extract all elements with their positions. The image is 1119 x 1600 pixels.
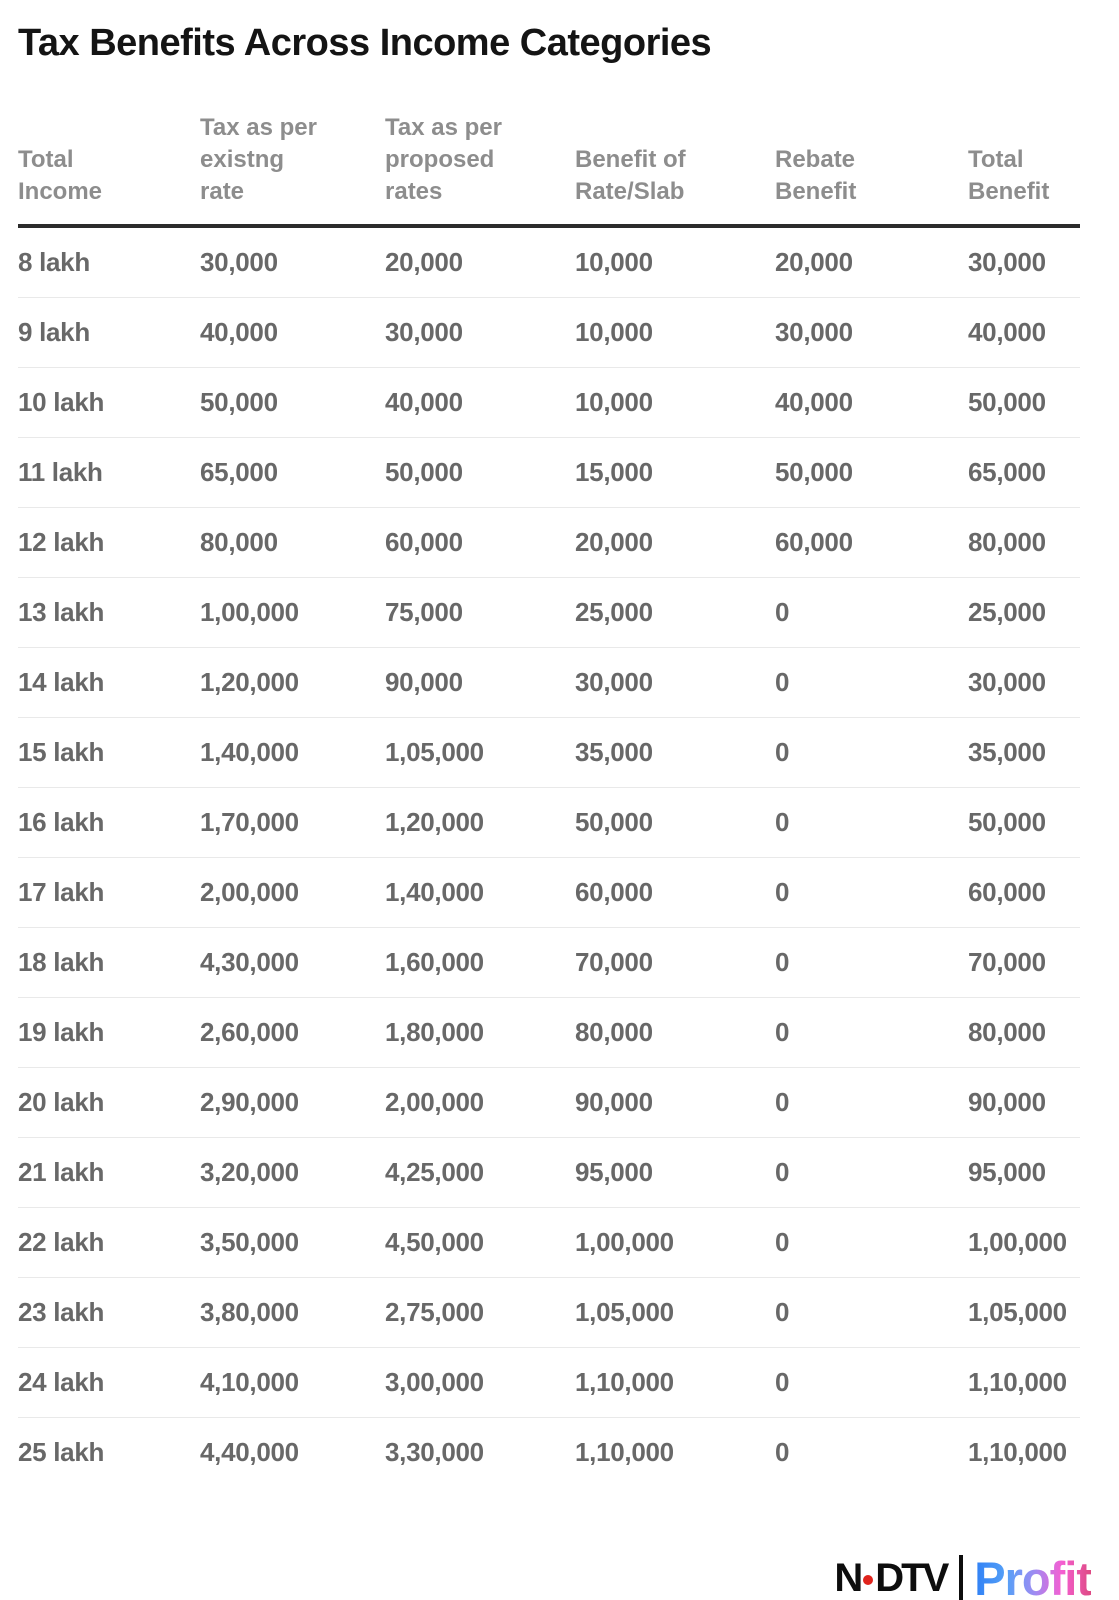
cell-income: 14 lakh	[18, 666, 105, 697]
cell-value: 20,000	[575, 526, 653, 557]
cell-value: 2,00,000	[200, 876, 299, 907]
cell-value: 4,40,000	[200, 1436, 299, 1467]
table-header-row	[18, 66, 1080, 228]
page-title: Tax Benefits Across Income Categories	[18, 22, 712, 64]
cell-value: 4,10,000	[200, 1366, 299, 1397]
cell-value: 90,000	[968, 1086, 1046, 1117]
cell-value: 0	[775, 736, 790, 767]
cell-value: 20,000	[385, 246, 463, 277]
cell-value: 65,000	[968, 456, 1046, 487]
column-header	[18, 144, 200, 209]
cell-value: 0	[775, 806, 790, 837]
cell-value: 40,000	[200, 316, 278, 347]
cell-value: 0	[775, 1156, 790, 1187]
table-row	[18, 858, 1080, 928]
table-row	[18, 508, 1080, 578]
cell-value: 20,000	[775, 246, 853, 277]
table-row	[18, 1348, 1080, 1418]
cell-value: 80,000	[200, 526, 278, 557]
column-header-label: Total Benefit	[968, 145, 1050, 206]
column-header	[200, 112, 385, 209]
cell-value: 50,000	[385, 456, 463, 487]
cell-value: 1,40,000	[200, 736, 299, 767]
cell-income: 8 lakh	[18, 246, 90, 277]
column-header-label: Tax as per existng rate	[200, 113, 317, 206]
cell-value: 1,20,000	[200, 666, 299, 697]
column-header	[954, 144, 1080, 209]
ndtv-profit-logo	[0, 1551, 1091, 1600]
cell-value: 25,000	[575, 596, 653, 627]
cell-value: 2,00,000	[385, 1086, 484, 1117]
ndtv-letters-dtv: DTV	[875, 1555, 947, 1600]
column-header-label: Rebate Benefit	[775, 145, 857, 206]
ndtv-wordmark	[834, 1556, 946, 1600]
cell-value: 2,90,000	[200, 1086, 299, 1117]
cell-value: 2,60,000	[200, 1016, 299, 1047]
cell-value: 1,00,000	[575, 1226, 674, 1257]
cell-value: 0	[775, 666, 790, 697]
table-row	[18, 578, 1080, 648]
cell-value: 15,000	[575, 456, 653, 487]
cell-income: 12 lakh	[18, 526, 105, 557]
cell-income: 15 lakh	[18, 736, 105, 767]
cell-income: 22 lakh	[18, 1226, 105, 1257]
cell-income: 19 lakh	[18, 1016, 105, 1047]
income-tax-table	[18, 66, 1080, 1487]
column-header	[385, 112, 575, 209]
cell-income: 20 lakh	[18, 1086, 105, 1117]
table-row	[18, 648, 1080, 718]
table-row	[18, 1278, 1080, 1348]
cell-value: 0	[775, 1366, 790, 1397]
cell-value: 1,80,000	[385, 1016, 484, 1047]
cell-income: 11 lakh	[18, 456, 103, 487]
table-row	[18, 1208, 1080, 1278]
cell-income: 10 lakh	[18, 386, 105, 417]
cell-value: 1,05,000	[575, 1296, 674, 1327]
cell-value: 1,05,000	[968, 1296, 1067, 1327]
table-row	[18, 718, 1080, 788]
cell-value: 30,000	[200, 246, 278, 277]
cell-value: 60,000	[968, 876, 1046, 907]
cell-value: 0	[775, 1436, 790, 1467]
table-row	[18, 1418, 1080, 1487]
table-body	[18, 228, 1080, 1487]
cell-value: 1,10,000	[968, 1436, 1067, 1467]
cell-value: 25,000	[968, 596, 1046, 627]
cell-value: 1,40,000	[385, 876, 484, 907]
cell-value: 30,000	[385, 316, 463, 347]
cell-value: 80,000	[968, 526, 1046, 557]
cell-income: 9 lakh	[18, 316, 90, 347]
cell-value: 10,000	[575, 246, 653, 277]
cell-value: 50,000	[575, 806, 653, 837]
cell-value: 35,000	[575, 736, 653, 767]
ndtv-red-dot-icon	[863, 1575, 873, 1585]
cell-value: 50,000	[200, 386, 278, 417]
cell-value: 90,000	[385, 666, 463, 697]
cell-value: 70,000	[575, 946, 653, 977]
cell-value: 1,05,000	[385, 736, 484, 767]
cell-value: 0	[775, 946, 790, 977]
table-row	[18, 438, 1080, 508]
cell-value: 65,000	[200, 456, 278, 487]
table-row	[18, 368, 1080, 438]
table-row	[18, 1068, 1080, 1138]
cell-value: 1,70,000	[200, 806, 299, 837]
cell-value: 3,00,000	[385, 1366, 484, 1397]
cell-value: 0	[775, 1016, 790, 1047]
cell-value: 0	[775, 1226, 790, 1257]
ndtv-letter-n: N	[834, 1555, 861, 1600]
column-header-label: Benefit of Rate/Slab	[575, 145, 686, 206]
cell-value: 4,25,000	[385, 1156, 484, 1187]
cell-value: 95,000	[968, 1156, 1046, 1187]
column-header	[757, 144, 954, 209]
cell-income: 21 lakh	[18, 1156, 105, 1187]
cell-value: 1,10,000	[968, 1366, 1067, 1397]
cell-income: 16 lakh	[18, 806, 105, 837]
cell-value: 30,000	[575, 666, 653, 697]
cell-value: 0	[775, 1086, 790, 1117]
cell-value: 35,000	[968, 736, 1046, 767]
cell-value: 1,00,000	[200, 596, 299, 627]
cell-value: 4,50,000	[385, 1226, 484, 1257]
table-row	[18, 228, 1080, 298]
table-row	[18, 788, 1080, 858]
cell-value: 40,000	[775, 386, 853, 417]
cell-value: 40,000	[385, 386, 463, 417]
cell-value: 10,000	[575, 316, 653, 347]
cell-value: 50,000	[775, 456, 853, 487]
profit-wordmark: Profit	[974, 1551, 1091, 1600]
cell-value: 1,10,000	[575, 1436, 674, 1467]
cell-value: 60,000	[385, 526, 463, 557]
cell-value: 3,50,000	[200, 1226, 299, 1257]
cell-value: 60,000	[575, 876, 653, 907]
cell-value: 1,00,000	[968, 1226, 1067, 1257]
cell-income: 13 lakh	[18, 596, 105, 627]
cell-value: 0	[775, 1296, 790, 1327]
cell-value: 30,000	[968, 666, 1046, 697]
cell-income: 18 lakh	[18, 946, 105, 977]
column-header-label: Total Income	[18, 145, 103, 206]
logo-divider	[959, 1555, 963, 1600]
cell-income: 24 lakh	[18, 1366, 105, 1397]
cell-value: 75,000	[385, 596, 463, 627]
cell-value: 30,000	[968, 246, 1046, 277]
cell-value: 1,20,000	[385, 806, 484, 837]
cell-value: 60,000	[775, 526, 853, 557]
table-row	[18, 998, 1080, 1068]
cell-value: 40,000	[968, 316, 1046, 347]
cell-value: 70,000	[968, 946, 1046, 977]
cell-income: 17 lakh	[18, 876, 105, 907]
cell-value: 80,000	[968, 1016, 1046, 1047]
table-row	[18, 1138, 1080, 1208]
column-header	[575, 144, 757, 209]
cell-value: 10,000	[575, 386, 653, 417]
cell-value: 1,10,000	[575, 1366, 674, 1397]
cell-income: 23 lakh	[18, 1296, 105, 1327]
cell-value: 2,75,000	[385, 1296, 484, 1327]
cell-value: 3,20,000	[200, 1156, 299, 1187]
cell-value: 95,000	[575, 1156, 653, 1187]
cell-value: 90,000	[575, 1086, 653, 1117]
cell-value: 30,000	[775, 316, 853, 347]
cell-value: 1,60,000	[385, 946, 484, 977]
column-header-label: Tax as per proposed rates	[385, 113, 502, 206]
cell-value: 0	[775, 596, 790, 627]
cell-value: 50,000	[968, 386, 1046, 417]
table-row	[18, 298, 1080, 368]
cell-value: 0	[775, 876, 790, 907]
cell-value: 3,30,000	[385, 1436, 484, 1467]
cell-value: 50,000	[968, 806, 1046, 837]
cell-income: 25 lakh	[18, 1436, 105, 1467]
cell-value: 80,000	[575, 1016, 653, 1047]
cell-value: 4,30,000	[200, 946, 299, 977]
table-row	[18, 928, 1080, 998]
cell-value: 3,80,000	[200, 1296, 299, 1327]
